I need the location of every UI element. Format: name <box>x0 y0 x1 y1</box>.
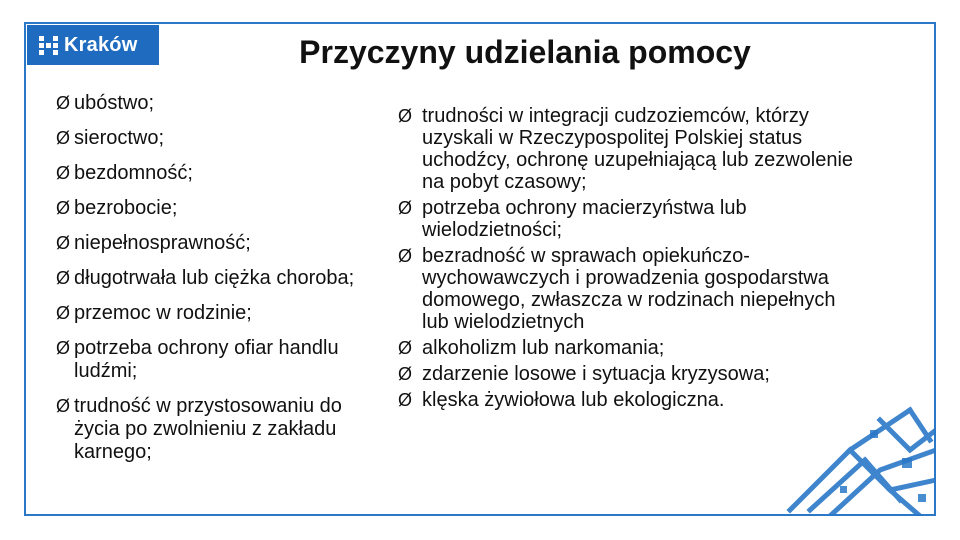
list-item: Ø zdarzenie losowe i sytuacja kryzysowa; <box>398 363 770 385</box>
krakow-logo <box>27 25 159 65</box>
list-item: Ø ubóstwo; <box>56 92 155 114</box>
decorative-grid-graphic <box>770 390 936 516</box>
list-item: Ø sieroctwo; <box>56 127 165 149</box>
list-item: Ø potrzeba ochrony ofiar handlu ludźmi; <box>56 337 339 382</box>
arrow-bullet-icon: Ø <box>398 246 413 266</box>
list-item: Ø trudności w integracji cudzoziemców, którzy uzyskali w Rzeczypospolitej Polskiej status uchodźcy, ochronę uzupełniającą lub zezwolenie na pobyt czasowy; <box>398 105 854 193</box>
list-item: Ø przemoc w rodzinie; <box>56 302 252 324</box>
list-item: Ø bezrobocie; <box>56 197 178 219</box>
arrow-bullet-icon: Ø <box>56 198 71 218</box>
arrow-bullet-icon: Ø <box>398 364 413 384</box>
list-item: Ø alkoholizm lub narkomania; <box>398 337 665 359</box>
list-item: Ø trudność w przystosowaniu do życia po zwolnieniu z zakładu karnego; <box>56 395 342 463</box>
arrow-bullet-icon: Ø <box>398 198 413 218</box>
arrow-bullet-icon: Ø <box>56 303 71 323</box>
arrow-bullet-icon: Ø <box>56 268 71 288</box>
arrow-bullet-icon: Ø <box>56 233 71 253</box>
list-item: Ø długotrwała lub ciężka choroba; <box>56 267 355 289</box>
arrow-bullet-icon: Ø <box>398 390 413 410</box>
list-item: Ø bezdomność; <box>56 162 193 184</box>
arrow-bullet-icon: Ø <box>56 338 71 358</box>
list-item: Ø bezradność w sprawach opiekuńczo-wychowawczych i prowadzenia gospodarstwa domowego, zwłaszcza w rodzinach niepełnych lub wielodzietnych <box>398 245 836 333</box>
arrow-bullet-icon: Ø <box>56 93 71 113</box>
list-item: Ø klęska żywiołowa lub ekologiczna. <box>398 389 725 411</box>
arrow-bullet-icon: Ø <box>56 396 71 416</box>
arrow-bullet-icon: Ø <box>56 128 71 148</box>
left-bullet-list <box>56 92 356 476</box>
list-item: Ø potrzeba ochrony macierzyństwa lub wielodzietności; <box>398 197 747 241</box>
list-item: Ø niepełnosprawność; <box>56 232 251 254</box>
right-bullet-list <box>396 105 866 415</box>
arrow-bullet-icon: Ø <box>56 163 71 183</box>
arrow-bullet-icon: Ø <box>398 106 413 126</box>
logo-text: Kraków <box>64 33 138 56</box>
city-grid-icon <box>39 36 58 55</box>
slide-title: Przyczyny udzielania pomocy <box>299 34 751 70</box>
arrow-bullet-icon: Ø <box>398 338 413 358</box>
